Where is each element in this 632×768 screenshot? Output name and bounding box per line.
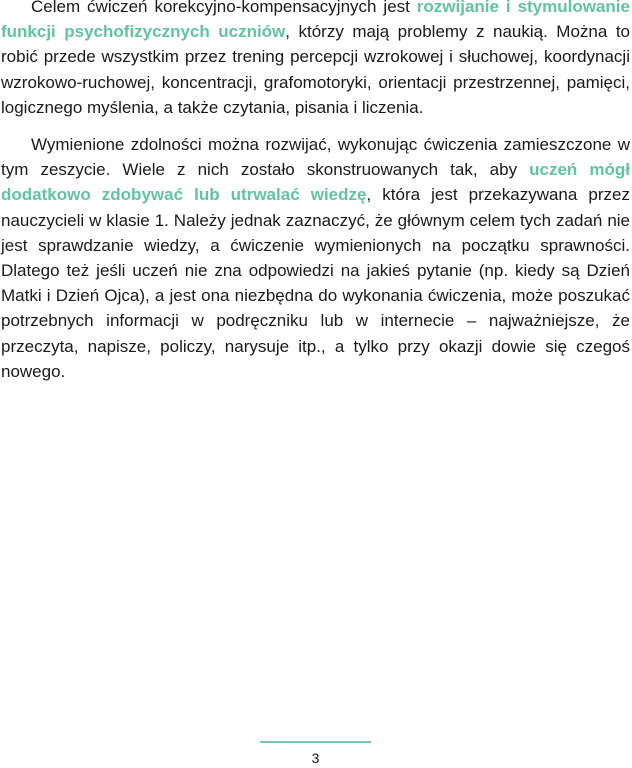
page-number: 3 xyxy=(311,750,320,766)
footer-divider xyxy=(260,741,371,743)
paragraph-2-text-2: , która jest przekazywana przez nauczycieli w klasie 1. Należy jednak zaznaczyć, że głównym celem tych zadań nie jest sprawdzanie wiedzy, a ćwiczenie wymienionych na początku sprawności. Dlatego też jeśli uczeń nie zna odpowiedzi na jakieś pytanie (np. kiedy są Dzień Matki i Dzień Ojca), a jest ona niezbędna do wykonania ćwiczenia, może poszukać potrzebnych informacji w podręczniku lub w internecie – najważniejsze, że przeczyta, napisze, policzy, narysuje itp., a tylko przy okazji dowie się czegoś nowego. xyxy=(1,185,630,381)
body-text xyxy=(1,0,630,396)
paragraph-1-highlight: rozwijanie i stymulowanie funkcji psychofizycznych uczniów xyxy=(1,0,630,42)
paragraph-2-text-1: Wymienione zdolności można rozwijać, wykonując ćwiczenia zamieszczone w tym zeszycie. Wiele z nich zostało skonstruowanych tak, aby xyxy=(1,135,630,180)
paragraph-2 xyxy=(1,132,630,384)
paragraph-1-text-2: , którzy mają problemy z naukią. Można to robić przede wszystkim przez trening percepcji wzrokowej i słuchowej, koordynacji wzrokowo-ruchowej, koncentracji, grafomotoryki, orientacji przestrzennej, pamięci, logicznego myślenia, a także czytania, pisania i liczenia. xyxy=(1,22,630,117)
paragraph-2-highlight: uczeń mógł dodatkowo zdobywać lub utrwalać wiedzę xyxy=(1,160,630,205)
paragraph-1 xyxy=(1,0,630,120)
paragraph-1-text-1: Celem ćwiczeń korekcyjno-kompensacyjnych jest xyxy=(31,0,417,16)
